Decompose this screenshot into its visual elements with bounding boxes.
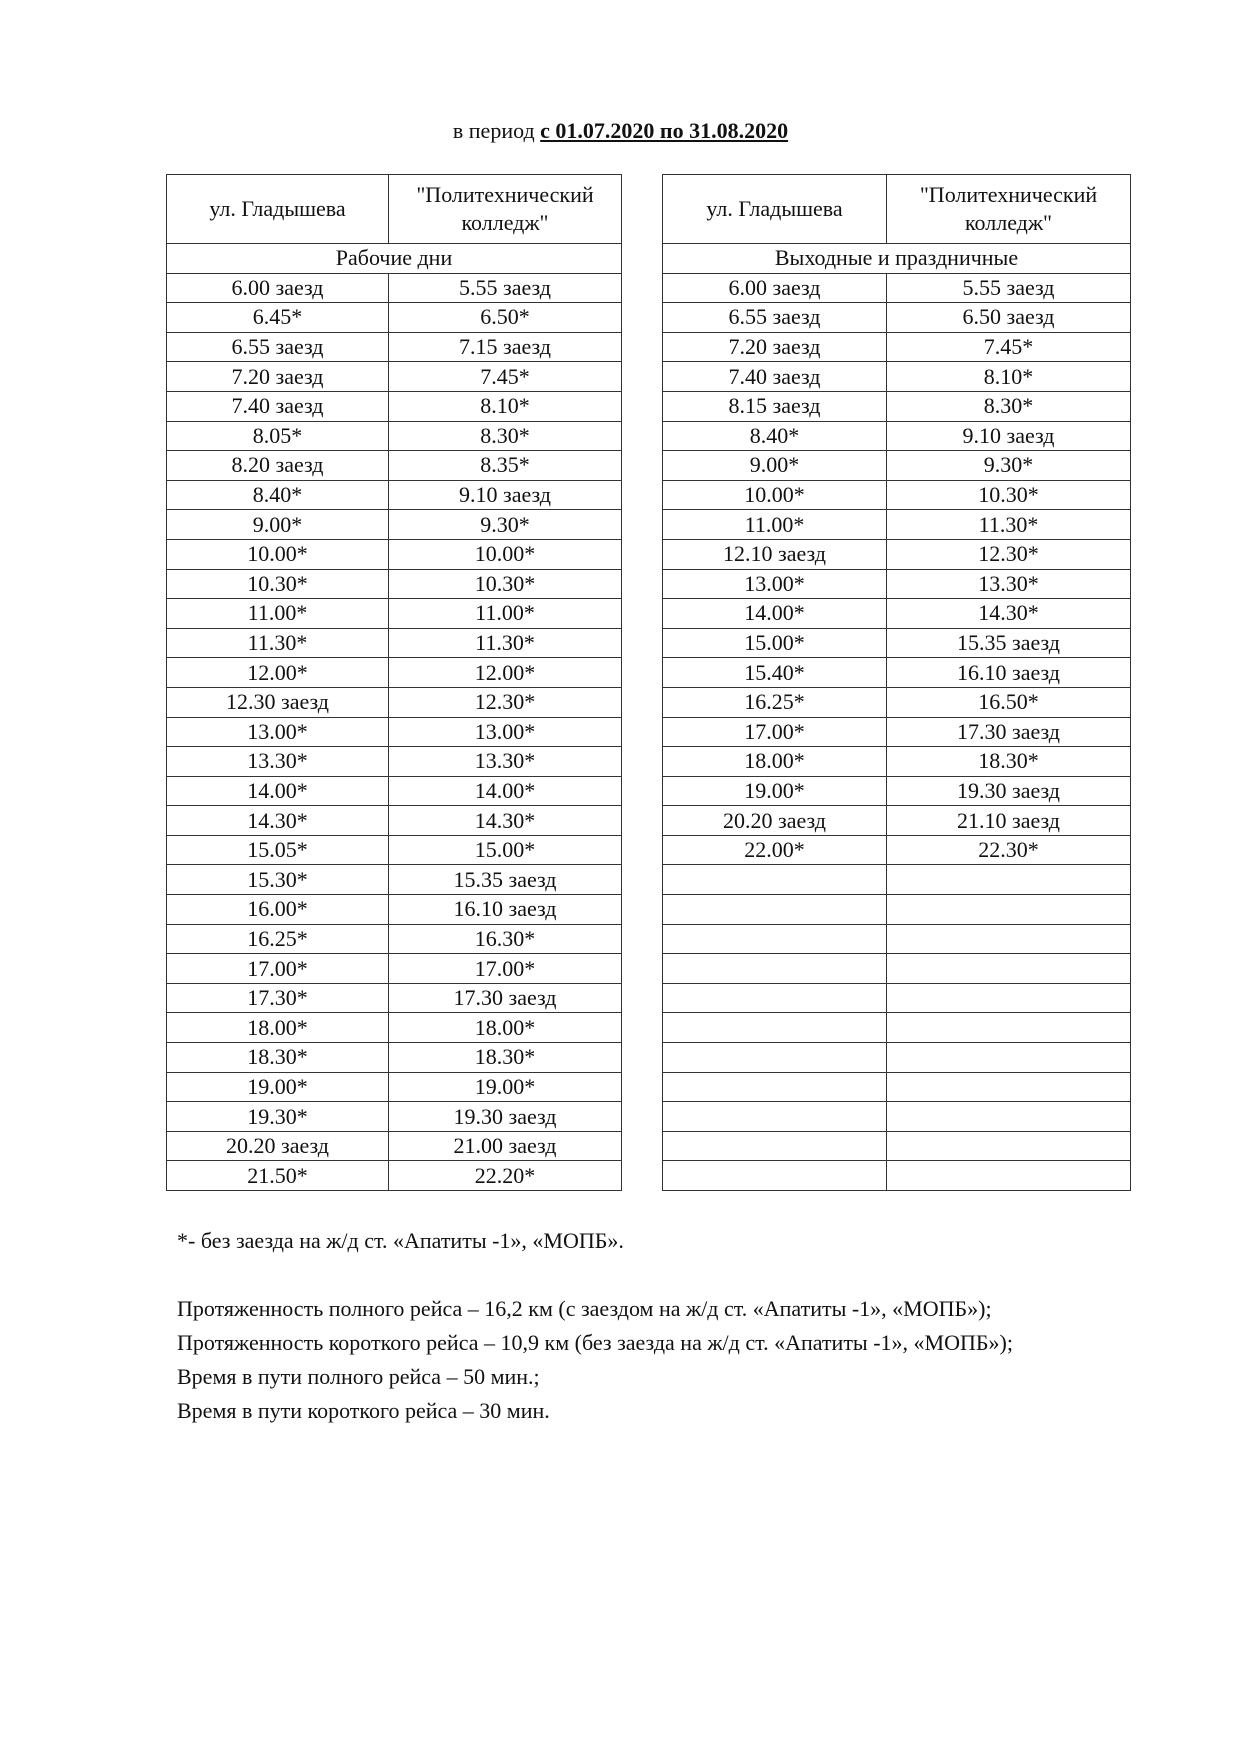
departure-gladysheva [663,1102,887,1132]
departure-gladysheva: 17.00* [663,717,887,747]
departure-gladysheva: 6.00 заезд [167,273,389,303]
departure-gladysheva: 14.00* [663,599,887,629]
departure-gladysheva: 10.30* [167,569,389,599]
departure-college: 18.30* [887,747,1131,777]
departure-gladysheva [663,924,887,954]
departure-college: 15.35 заезд [389,865,622,895]
departure-college: 11.30* [389,628,622,658]
departure-gladysheva: 13.00* [663,569,887,599]
table-row [663,776,1131,806]
table-row [663,865,1131,895]
table-row [663,1072,1131,1102]
departure-college [887,1131,1131,1161]
section-row [663,244,1131,274]
departure-college: 15.00* [389,835,622,865]
table-row [663,954,1131,984]
departure-gladysheva: 6.45* [167,303,389,333]
short-route-length: Протяженность короткого рейса – 10,9 км (без заезда на ж/д ст. «Апатиты -1», «МОПБ»); [177,1330,1013,1355]
departure-gladysheva: 14.00* [167,776,389,806]
departure-college: 13.00* [389,717,622,747]
departure-gladysheva: 6.55 заезд [167,332,389,362]
route-info [177,1292,1121,1428]
departure-college: 14.30* [389,806,622,836]
weekend-rows [663,273,1131,1190]
departure-college: 13.30* [389,747,622,777]
table-row [663,983,1131,1013]
departure-college: 9.30* [389,510,622,540]
departure-gladysheva: 22.00* [663,835,887,865]
departure-gladysheva: 11.30* [167,628,389,658]
table-row [167,421,622,451]
departure-gladysheva: 15.00* [663,628,887,658]
table-row [663,1161,1131,1191]
weekend-schedule-table [662,174,1131,1191]
table-row [663,510,1131,540]
departure-college: 12.30* [887,539,1131,569]
table-row [167,391,622,421]
departure-college: 12.00* [389,658,622,688]
table-row [663,391,1131,421]
table-row [167,628,622,658]
departure-gladysheva [663,1043,887,1073]
table-row [663,1013,1131,1043]
table-row [167,954,622,984]
departure-college [887,924,1131,954]
departure-gladysheva: 19.00* [167,1072,389,1102]
departure-gladysheva: 12.00* [167,658,389,688]
table-row [663,362,1131,392]
departure-college: 19.00* [389,1072,622,1102]
departure-gladysheva: 16.00* [167,895,389,925]
full-route-length: Протяженность полного рейса – 16,2 км (с заездом на ж/д ст. «Апатиты -1», «МОПБ»); [177,1296,992,1321]
departure-gladysheva: 18.00* [167,1013,389,1043]
table-row [167,480,622,510]
departure-gladysheva: 16.25* [663,687,887,717]
departure-college: 16.30* [389,924,622,954]
table-row [663,924,1131,954]
departure-gladysheva: 19.00* [663,776,887,806]
departure-gladysheva [663,1131,887,1161]
departure-gladysheva: 15.40* [663,658,887,688]
table-row [663,303,1131,333]
departure-gladysheva: 6.55 заезд [663,303,887,333]
table-row [167,510,622,540]
full-route-time: Время в пути полного рейса – 50 мин.; [177,1364,540,1389]
header-college: "Политехнический колледж" [389,175,622,244]
header-college: "Политехнический колледж" [887,175,1131,244]
table-row [167,687,622,717]
departure-gladysheva: 7.40 заезд [167,391,389,421]
departure-gladysheva: 17.30* [167,983,389,1013]
departure-college: 7.15 заезд [389,332,622,362]
period-heading [0,118,1241,144]
departure-college [887,1043,1131,1073]
departure-college: 12.30* [389,687,622,717]
table-row [167,1072,622,1102]
table-row [663,1131,1131,1161]
departure-college [887,1161,1131,1191]
table-row [167,569,622,599]
table-row [663,332,1131,362]
departure-gladysheva: 18.30* [167,1043,389,1073]
table-row [663,687,1131,717]
table-row [663,895,1131,925]
table-row [663,421,1131,451]
departure-college: 7.45* [887,332,1131,362]
table-row [663,451,1131,481]
departure-college: 10.30* [389,569,622,599]
departure-college: 8.30* [389,421,622,451]
table-row [663,1043,1131,1073]
table-row [167,924,622,954]
departure-gladysheva [663,865,887,895]
departure-gladysheva: 18.00* [663,747,887,777]
departure-gladysheva: 20.20 заезд [167,1131,389,1161]
departure-gladysheva: 8.20 заезд [167,451,389,481]
weekday-rows [167,273,622,1190]
departure-gladysheva: 8.40* [663,421,887,451]
departure-gladysheva [663,954,887,984]
departure-gladysheva: 9.00* [663,451,887,481]
departure-gladysheva: 8.05* [167,421,389,451]
table-row [663,539,1131,569]
departure-gladysheva: 6.00 заезд [663,273,887,303]
departure-college: 13.30* [887,569,1131,599]
table-row [167,983,622,1013]
departure-college: 22.20* [389,1161,622,1191]
departure-gladysheva: 8.40* [167,480,389,510]
departure-gladysheva: 10.00* [167,539,389,569]
table-row [167,332,622,362]
departure-college: 16.10 заезд [887,658,1131,688]
table-row [167,658,622,688]
departure-college: 11.00* [389,599,622,629]
departure-college [887,954,1131,984]
departure-gladysheva: 9.00* [167,510,389,540]
table-row [663,628,1131,658]
header-gladysheva: ул. Гладышева [663,175,887,244]
table-row [167,303,622,333]
table-row [167,895,622,925]
departure-college [887,1072,1131,1102]
period-dates: с 01.07.2020 по 31.08.2020 [540,118,789,143]
departure-gladysheva [663,1072,887,1102]
table-row [167,865,622,895]
departure-college: 9.10 заезд [389,480,622,510]
departure-college: 21.00 заезд [389,1131,622,1161]
departure-gladysheva: 10.00* [663,480,887,510]
departure-college: 19.30 заезд [389,1102,622,1132]
departure-college: 17.30 заезд [887,717,1131,747]
departure-college: 10.00* [389,539,622,569]
short-route-time: Время в пути короткого рейса – 30 мин. [177,1398,550,1423]
table-row [167,747,622,777]
departure-college: 8.10* [389,391,622,421]
table-row [663,480,1131,510]
table-row [167,717,622,747]
table-row [663,747,1131,777]
departure-gladysheva [663,1161,887,1191]
departure-college [887,983,1131,1013]
table-row [663,806,1131,836]
departure-gladysheva: 16.25* [167,924,389,954]
table-row [167,1102,622,1132]
departure-gladysheva [663,895,887,925]
departure-college: 5.55 заезд [887,273,1131,303]
header-row [663,175,1131,244]
table-row [663,1102,1131,1132]
table-row [167,1161,622,1191]
header-row [167,175,622,244]
departure-gladysheva: 15.05* [167,835,389,865]
departure-college: 21.10 заезд [887,806,1131,836]
period-prefix: в период [452,118,541,143]
departure-gladysheva: 13.00* [167,717,389,747]
departure-college: 14.30* [887,599,1131,629]
departure-college: 10.30* [887,480,1131,510]
departure-college: 19.30 заезд [887,776,1131,806]
section-title-weekends: Выходные и праздничные [663,244,1131,274]
departure-gladysheva [663,1013,887,1043]
section-row [167,244,622,274]
departure-college: 8.10* [887,362,1131,392]
departure-gladysheva: 21.50* [167,1161,389,1191]
table-row [167,362,622,392]
departure-college: 9.10 заезд [887,421,1131,451]
table-row [167,599,622,629]
departure-gladysheva: 12.10 заезд [663,539,887,569]
weekday-schedule-table [166,174,622,1191]
departure-college: 7.45* [389,362,622,392]
departure-gladysheva [663,983,887,1013]
departure-college: 15.35 заезд [887,628,1131,658]
table-row [167,1013,622,1043]
table-row [663,658,1131,688]
departure-gladysheva: 20.20 заезд [663,806,887,836]
departure-college: 5.55 заезд [389,273,622,303]
departure-gladysheva: 11.00* [663,510,887,540]
table-row [167,1131,622,1161]
footnote: *- без заезда на ж/д ст. «Апатиты -1», «МОПБ». [177,1228,624,1253]
table-row [663,599,1131,629]
table-row [663,717,1131,747]
table-row [167,1043,622,1073]
departure-college: 6.50* [389,303,622,333]
departure-college: 11.30* [887,510,1131,540]
departure-college: 8.35* [389,451,622,481]
departure-college: 9.30* [887,451,1131,481]
table-row [167,835,622,865]
departure-college: 16.10 заезд [389,895,622,925]
departure-gladysheva: 7.20 заезд [663,332,887,362]
departure-college: 14.00* [389,776,622,806]
departure-gladysheva: 7.40 заезд [663,362,887,392]
departure-college: 8.30* [887,391,1131,421]
departure-gladysheva: 12.30 заезд [167,687,389,717]
table-row [663,273,1131,303]
departure-college: 6.50 заезд [887,303,1131,333]
departure-gladysheva: 8.15 заезд [663,391,887,421]
table-row [167,539,622,569]
departure-college [887,1102,1131,1132]
departure-gladysheva: 13.30* [167,747,389,777]
departure-gladysheva: 17.00* [167,954,389,984]
departure-college: 18.30* [389,1043,622,1073]
table-row [663,569,1131,599]
table-row [167,776,622,806]
departure-college: 17.30 заезд [389,983,622,1013]
departure-gladysheva: 11.00* [167,599,389,629]
section-title-weekdays: Рабочие дни [167,244,622,274]
departure-gladysheva: 19.30* [167,1102,389,1132]
departure-college [887,1013,1131,1043]
departure-gladysheva: 15.30* [167,865,389,895]
departure-college [887,865,1131,895]
header-gladysheva: ул. Гладышева [167,175,389,244]
table-row [663,835,1131,865]
departure-college: 18.00* [389,1013,622,1043]
table-row [167,806,622,836]
departure-gladysheva: 7.20 заезд [167,362,389,392]
table-row [167,451,622,481]
departure-college: 22.30* [887,835,1131,865]
departure-gladysheva: 14.30* [167,806,389,836]
departure-college [887,895,1131,925]
departure-college: 16.50* [887,687,1131,717]
table-row [167,273,622,303]
departure-college: 17.00* [389,954,622,984]
